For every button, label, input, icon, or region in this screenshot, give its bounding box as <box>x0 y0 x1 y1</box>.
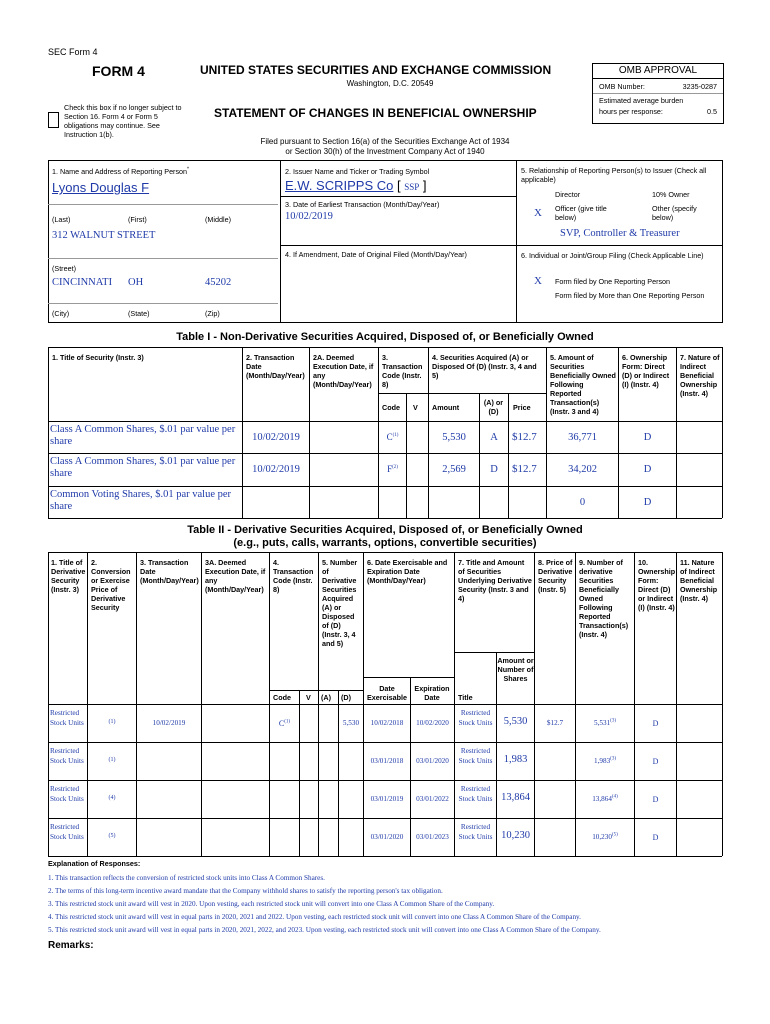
explanation-heading: Explanation of Responses: <box>48 859 141 868</box>
table2-title-1: Table II - Derivative Securities Acquired, Disposed of, or Beneficially Owned <box>187 524 583 536</box>
t2-row-ul-title: Restricted Stock Units <box>458 747 493 765</box>
t2-h1: 1. Title of Derivative Security (Instr. 3) <box>51 558 86 594</box>
city-value: CINCINNATI <box>52 277 113 288</box>
ten-pct-owner-label: 10% Owner <box>652 190 690 199</box>
one-person-checkmark[interactable]: X <box>534 275 542 287</box>
footnote-4: 4. This restricted stock unit award will vest in equal parts in 2020, 2021 and 2022. Upon vesting, each restricted stock unit will convert into one Class A Common Share of the Company. <box>48 913 581 921</box>
t2-row-owned: 1,983$^{(3)}$ <box>593 756 616 765</box>
t1-h3: 3. Transaction Code (Instr. 8) <box>382 353 423 389</box>
t2-row-ul-title: Restricted Stock Units <box>458 823 493 841</box>
filed-pursuant-1: Filed pursuant to Section 16(a) of the Securities Exchange Act of 1934 <box>260 137 510 146</box>
footnote-3: 3. This restricted stock unit award will vest in 2020. Upon vesting, each restricted stock unit will convert into one Class A Common Share of the Company. <box>48 900 495 908</box>
box4-label: 4. If Amendment, Date of Original Filed (Month/Day/Year) <box>285 250 467 259</box>
t2-row-conv: (4) <box>108 795 116 801</box>
t2-row-form: D <box>652 795 659 804</box>
t2-row-expiration: 10/02/2020 <box>416 719 449 727</box>
t2-row-title: Restricted Stock Units <box>50 747 84 765</box>
t1-row-code: $F^{(2)}$ <box>387 464 398 474</box>
t1-v: V <box>413 403 418 412</box>
t2-h5: 5. Number of Derivative Securities Acquired (A) or Disposed of (D) (Instr. 3, 4 and 5) <box>322 558 358 648</box>
t1-aord: (A) or (D) <box>483 398 504 416</box>
t2-amt-shares: Amount or Number of Shares <box>497 656 534 683</box>
t1-code: Code <box>382 403 400 412</box>
more-persons-label: Form filed by More than One Reporting Person <box>555 291 705 300</box>
footnote-2: 2. The terms of this long-term incentive award mandate that the Company withhold shares to satisfy the reporting person's tax obligation. <box>48 887 443 895</box>
table2-title-2: (e.g., puts, calls, warrants, options, convertible securities) <box>233 537 537 549</box>
t1-row-code: $C^{(1)}$ <box>386 432 399 442</box>
t2-row-ul-amount: 13,864 <box>501 792 530 803</box>
other-label: Other (specify below) <box>652 204 697 222</box>
officer-title: SVP, Controller & Treasurer <box>560 228 680 239</box>
box6-label: 6. Individual or Joint/Group Filing (Check Applicable Line) <box>521 251 704 260</box>
omb-number: 3235-0287 <box>682 82 717 91</box>
t1-row-form: D <box>643 464 652 475</box>
t1-h5: 5. Amount of Securities Beneficially Owned Following Reported Transaction(s) (Instr. 3 and 4) <box>550 353 616 416</box>
officer-checkmark[interactable]: X <box>534 207 542 219</box>
no-longer-subject-checkbox[interactable] <box>48 112 59 128</box>
t2-row-exercisable: 03/01/2018 <box>370 757 404 765</box>
t1-row-owned: 34,202 <box>568 464 597 475</box>
t2-h4: 4. Transaction Code (Instr. 8) <box>273 558 314 594</box>
t2-h8: 8. Price of Derivative Security (Instr. 5) <box>538 558 573 594</box>
t2-h7: 7. Title and Amount of Securities Underlying Derivative Security (Instr. 3 and 4) <box>458 558 532 603</box>
t2-h9: 9. Number of derivative Securities Beneficially Owned Following Reported Transaction(s) (Instr. 4) <box>579 558 629 639</box>
t2-row-ul-title: Restricted Stock Units <box>458 785 493 803</box>
t1-h1: 1. Title of Security (Instr. 3) <box>52 353 144 362</box>
first-label: (First) <box>128 215 147 224</box>
reporting-person-name[interactable]: Lyons Douglas F <box>52 180 150 195</box>
director-label: Director <box>555 190 581 199</box>
street-label: (Street) <box>52 264 76 273</box>
t2-expiration: Expiration Date <box>414 684 450 702</box>
t2-row-date: 10/02/2019 <box>152 719 186 727</box>
t2-h10: 10. Ownership Form: Direct (D) or Indirect (I) (Instr. 4) <box>638 558 676 612</box>
t1-amount: Amount <box>432 403 460 412</box>
sec-form-label: SEC Form 4 <box>48 47 98 57</box>
t2-row-code: $C^{(1)}$ <box>278 719 291 728</box>
t2-row-exercisable: 03/01/2019 <box>370 795 404 803</box>
t1-row-amount: 2,569 <box>442 464 466 475</box>
t2-date-exercisable: Date Exercisable <box>367 684 407 702</box>
t2-row-title: Restricted Stock Units <box>50 709 84 727</box>
t2-row-title: Restricted Stock Units <box>50 823 84 841</box>
t2-title: Title <box>458 693 473 702</box>
omb-approval-box <box>592 63 724 124</box>
middle-label: (Middle) <box>205 215 231 224</box>
omb-burden-label: Estimated average burden <box>599 96 684 105</box>
zip-value: 45202 <box>205 277 232 288</box>
t2-row-title: Restricted Stock Units <box>50 785 84 803</box>
t2-row-ul-amount: 1,983 <box>503 754 528 765</box>
t2-row-form: D <box>652 833 659 842</box>
t2-row-ul-amount: 5,530 <box>503 716 528 727</box>
t1-row-date: 10/02/2019 <box>252 464 300 475</box>
commission-title: UNITED STATES SECURITIES AND EXCHANGE COMMISSION <box>200 63 552 77</box>
one-person-label: Form filed by One Reporting Person <box>555 277 671 286</box>
t2-row-expiration: 03/01/2022 <box>416 795 449 803</box>
t2-row-conv: (5) <box>108 833 116 839</box>
t2-row-exercisable: 03/01/2020 <box>370 833 404 841</box>
t1-h2: 2. Transaction Date (Month/Day/Year) <box>246 353 305 380</box>
t1-row-price: $12.7 <box>512 431 537 443</box>
t1-row-ad: D <box>490 464 498 475</box>
t1-row-form: D <box>643 432 652 443</box>
t1-row-date: 10/02/2019 <box>252 432 300 443</box>
checkbox-label: Check this box if no longer subject to Section 16. Form 4 or Form 5 obligations may continue. See Instruction 1(b). <box>64 103 182 139</box>
t1-h4: 4. Securities Acquired (A) or Disposed Of (D) (Instr. 3, 4 and 5) <box>432 353 537 380</box>
street-value: 312 WALNUT STREET <box>52 230 156 241</box>
t1-h2a: 2A. Deemed Execution Date, if any (Month/Day/Year) <box>313 353 374 389</box>
t1-row-form: D <box>643 497 652 508</box>
box1-label: 1. Name and Address of Reporting Person* <box>52 166 189 176</box>
form-title: FORM 4 <box>92 63 145 79</box>
t1-row-ad: A <box>490 432 498 443</box>
t1-row-title: Class A Common Shares, $.01 par value per share <box>50 424 236 447</box>
filed-pursuant-2: or Section 30(h) of the Investment Company Act of 1940 <box>285 147 485 156</box>
box3-label: 3. Date of Earliest Transaction (Month/Day/Year) <box>285 200 440 209</box>
table1-title: Table I - Non-Derivative Securities Acquired, Disposed of, or Beneficially Owned <box>176 331 594 343</box>
t1-row-price: $12.7 <box>512 463 537 475</box>
box5-label: 5. Relationship of Reporting Person(s) to Issuer (Check all applicable) <box>521 166 707 184</box>
city-label: (City) <box>52 309 70 318</box>
t1-row-owned: 0 <box>579 497 586 508</box>
t2-d: (D) <box>341 693 351 702</box>
t1-h7: 7. Nature of Indirect Beneficial Ownership (Instr. 4) <box>680 353 720 398</box>
t2-row-ul-amount: 10,230 <box>501 830 530 841</box>
t2-row-conv: (1) <box>108 757 116 763</box>
t2-h6: 6. Date Exercisable and Expiration Date (Month/Day/Year) <box>367 558 448 585</box>
remarks-label: Remarks: <box>48 940 94 951</box>
t2-row-ul-title: Restricted Stock Units <box>458 709 493 727</box>
issuer-line: E.W. SCRIPPS Co [ SSP ] <box>285 178 427 193</box>
t1-row-title: Common Voting Shares, $.01 par value per share <box>50 489 232 512</box>
t2-v: V <box>306 693 311 702</box>
t2-row-expiration: 03/01/2020 <box>416 757 449 765</box>
t1-row-title: Class A Common Shares, $.01 par value per share <box>50 456 236 479</box>
t2-row-disposed: 5,530 <box>342 719 360 727</box>
officer-label: Officer (give title below) <box>555 204 607 222</box>
t2-code: Code <box>273 693 291 702</box>
earliest-transaction-date: 10/02/2019 <box>285 211 333 222</box>
zip-label: (Zip) <box>205 309 220 318</box>
omb-number-label: OMB Number: <box>599 82 645 91</box>
t2-h3: 3. Transaction Date (Month/Day/Year) <box>140 558 199 585</box>
t1-price: Price <box>513 403 531 412</box>
t2-row-expiration: 03/01/2023 <box>416 833 449 841</box>
t2-row-owned: 5,531$^{(3)}$ <box>593 718 616 727</box>
t2-h2: 2. Conversion or Exercise Price of Derivative Security <box>91 558 131 612</box>
state-value: OH <box>128 277 144 288</box>
omb-title: OMB APPROVAL <box>593 64 723 79</box>
t2-row-form: D <box>652 757 659 766</box>
t2-row-form: D <box>652 719 659 728</box>
t1-row-owned: 36,771 <box>568 432 597 443</box>
footnote-1: 1. This transaction reflects the conversion of restricted stock units into Class A Common Shares. <box>48 874 325 882</box>
t2-h3a: 3A. Deemed Execution Date, if any (Month/Day/Year) <box>205 558 266 594</box>
t2-row-exercisable: 10/02/2018 <box>370 719 404 727</box>
last-label: (Last) <box>52 215 71 224</box>
t2-row-price: $12.7 <box>546 719 564 727</box>
omb-hours: 0.5 <box>707 107 717 116</box>
t2-a: (A) <box>321 693 331 702</box>
t2-row-owned: 10,230$^{(5)}$ <box>592 832 618 841</box>
footnote-5: 5. This restricted stock unit award will vest in equal parts in 2020, 2021, 2022, and 2023. Upon vesting, each restricted stock unit will convert into one Class A Common Share of the Company. <box>48 926 601 934</box>
box2-label: 2. Issuer Name and Ticker or Trading Symbol <box>285 167 430 176</box>
t2-h11: 11. Nature of Indirect Beneficial Ownership (Instr. 4) <box>680 558 718 603</box>
commission-location: Washington, D.C. 20549 <box>346 79 434 88</box>
t2-row-owned: 13,864$^{(4)}$ <box>592 794 618 803</box>
omb-hours-label: hours per response: <box>599 107 663 116</box>
ticker-symbol: SSP <box>404 182 420 192</box>
t2-row-conv: (1) <box>108 719 116 725</box>
issuer-name[interactable]: E.W. SCRIPPS Co <box>285 178 394 193</box>
t1-row-amount: 5,530 <box>442 432 466 443</box>
statement-title: STATEMENT OF CHANGES IN BENEFICIAL OWNERSHIP <box>214 106 537 120</box>
state-label: (State) <box>128 309 150 318</box>
t1-h6: 6. Ownership Form: Direct (D) or Indirect (I) (Instr. 4) <box>622 353 670 389</box>
